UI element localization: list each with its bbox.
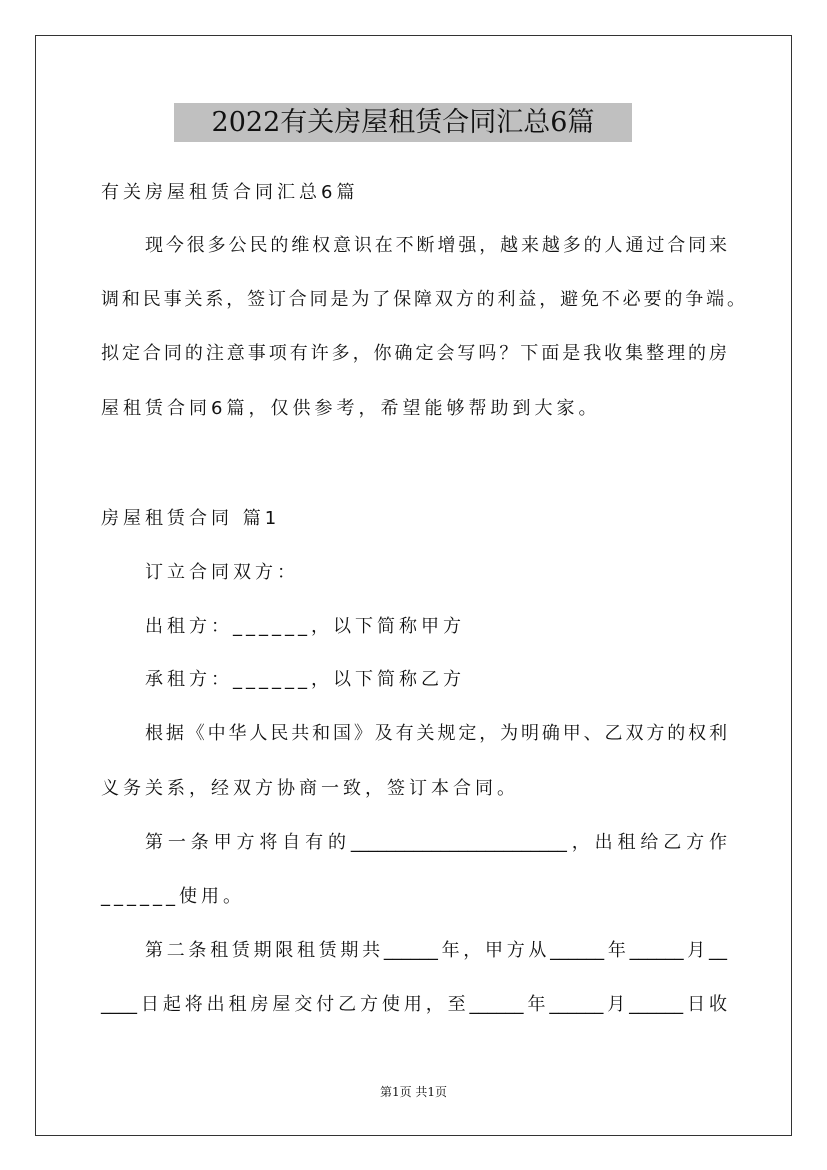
subtitle: 有关房屋租赁合同汇总6篇 xyxy=(101,182,359,203)
body-line: 根据《中华人民共和国》及有关规定，为明确甲、乙双方的权利 xyxy=(145,723,727,744)
body-line: 义务关系，经双方协商一致，签订本合同。 xyxy=(101,778,519,799)
body-line: 第二条租赁期限租赁期共______年，甲方从______年______月__ xyxy=(145,940,727,961)
intro-line: 现今很多公民的维权意识在不断增强，越来越多的人通过合同来 xyxy=(145,235,727,256)
document-title: 2022有关房屋租赁合同汇总6篇 xyxy=(174,103,632,142)
page-footer: 第1页 共1页 xyxy=(379,1085,448,1099)
body-line: 承租方：______，以下简称乙方 xyxy=(145,669,465,690)
body-line: 第一条甲方将自有的________________________，出租给乙方作 xyxy=(145,832,727,853)
intro-line: 屋租赁合同6篇，仅供参考，希望能够帮助到大家。 xyxy=(101,398,601,419)
body-line: ____日起将出租房屋交付乙方使用，至______年______月______日收 xyxy=(101,994,727,1015)
intro-line: 拟定合同的注意事项有许多，你确定会写吗？下面是我收集整理的房 xyxy=(101,343,727,364)
intro-line: 调和民事关系，签订合同是为了保障双方的利益，避免不必要的争端。 xyxy=(101,289,745,310)
body-line: 出租方：______，以下简称甲方 xyxy=(145,616,465,637)
body-line: ______使用。 xyxy=(101,886,245,907)
section-heading: 房屋租赁合同 篇1 xyxy=(101,508,281,529)
body-line: 订立合同双方： xyxy=(145,562,299,583)
